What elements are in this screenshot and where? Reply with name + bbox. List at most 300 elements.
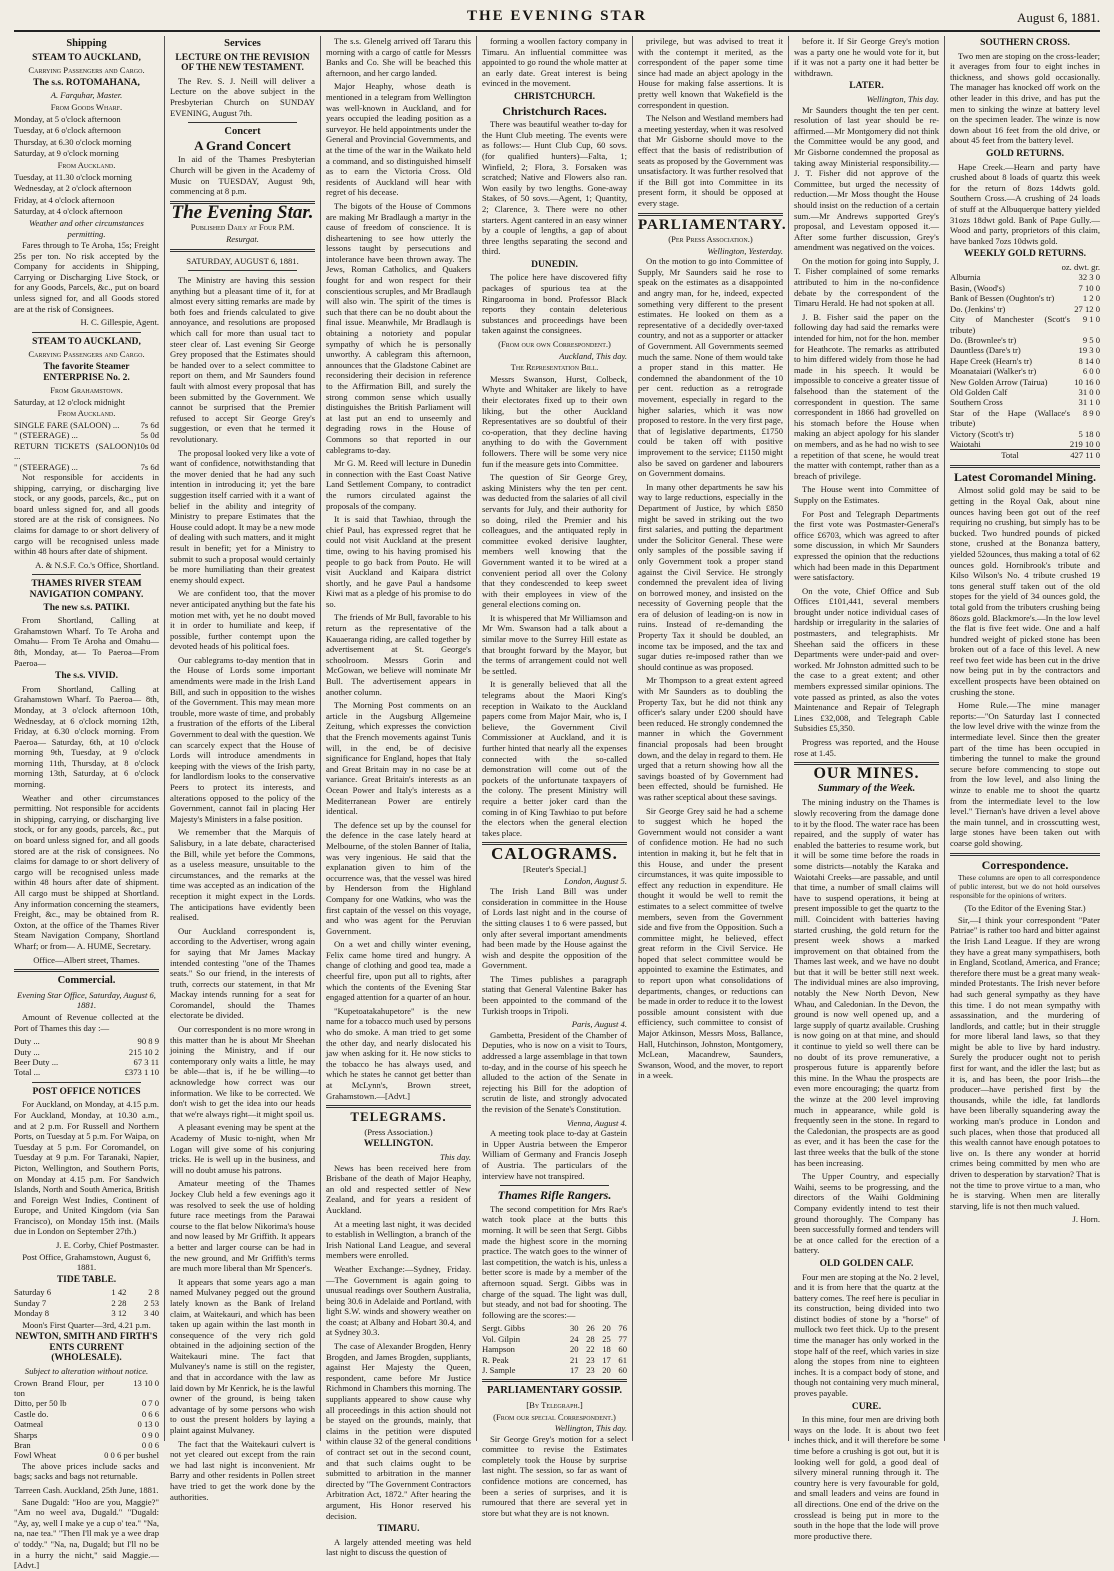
correspondent-note: (From our special Correspondent.) — [493, 1411, 616, 1422]
ship-from: From Grahamstown. — [50, 385, 123, 396]
telegram-date: Wellington, This day. — [866, 93, 939, 104]
duty-value: 215 10 2 — [128, 1046, 159, 1057]
divider — [326, 1105, 471, 1108]
gold-amount: 7 10 0 — [1078, 282, 1100, 293]
gold-mine: Old Golden Calf — [950, 386, 1008, 397]
duty-row — [14, 1036, 159, 1046]
tide-morn: 3 12 — [111, 1308, 127, 1319]
gold-amount: 32 3 0 — [1078, 272, 1100, 283]
mines-paragraph: In this mine, four men are driving both ways on the lode. It is about two feet inches thick, and it will therefore be some time before a crushing is got out, but it is looking well for gold, a good deal of silvery mineral running through it. The country here is very favourable for gold, and small leaders and veins are found in all directions. One end of the drive on the crosslead is being put in more to the south in the hope that the lode will prove more productive there. — [794, 1414, 939, 1541]
ship-name: The new s.s. PATIKI. — [43, 602, 130, 613]
divider — [482, 1379, 627, 1382]
gold-mine: Do. (Jenkins' tr) — [950, 303, 1006, 314]
column-6 — [794, 36, 939, 1541]
rifle-score: 22 — [586, 1344, 595, 1355]
rifle-row — [482, 1355, 627, 1365]
gold-mine: City of Manchester (Scott's tribute) — [950, 314, 1070, 335]
telegram-date: Wellington, This day. — [554, 1423, 627, 1434]
calograms-heading: CALOGRAMS. — [491, 844, 618, 864]
gold-amount: 5 18 0 — [1078, 428, 1100, 439]
editorial-paragraph: We are confident too, that the mover never anticipated anything but the fate his motion met with, yet he no doubt moved it in order to humiliate and keep, if possible, further contempt upon the devoted heads of his political foes. — [170, 588, 315, 652]
telegram-date: This day. — [439, 1151, 471, 1162]
tide-morn: 2 28 — [111, 1297, 127, 1308]
editorial-paragraph: We remember that the Marquis of Salisbury, in a late debate, characterised the Bill, while yet before the Commons, as a useless measure, unsuitable to the circumstances, and the remarks at the time was accepted as an indication of the reception it might expect in the Lords. The anticipations have evidently been realised. — [170, 827, 315, 923]
cable-text: A meeting took place to-day at Gastein in Upper Austria between the Emperor William of Germany and Francis Joseph of Austria. The particulars of the interview have not transpired. — [482, 1128, 627, 1181]
news-paragraph: The question of Sir George Grey, asking Ministers why the ten per cent. was deducted from the salaries of all civil servants for July, and their authority for so doing, riled the Premier and his colleagues, and the antiquated reply in committee evoked derisive laughter, members well knowing that the Government wanted it to be wired at a convenient period all over the Colony that they condescended to keep sweet with their employees in view of the general elections coming on. — [482, 472, 627, 610]
column-7 — [950, 36, 1100, 1441]
ship-text: From Shortland, Calling at Grahamstown Wharf. To Te Aroha and Omahu— From Te Aroha and Omahu— 8th, Monday, at— To Paeroa—From Paeroa— — [14, 615, 159, 668]
editorial-paragraph: The proposal looked very like a vote of want of confidence, notwithstanding that the mover denied that he had any such intention in introducing it; yet the bare suggestion itself carried with it a want of belief in the ability and integrity of Ministry to prepare Estimates that the House could adopt. It may be a new mode of dealing with such matters, and it might result in benefit; yet for a Ministry to submit to such a proposal would certainly be more humiliating than their greatest enemy should expect. — [170, 447, 315, 585]
divider — [500, 1185, 609, 1186]
gold-amount: 9 5 0 — [1082, 334, 1100, 345]
gold-amount: 8 14 0 — [1078, 355, 1100, 366]
ship-office: Office—Albert street, Thames. — [33, 954, 140, 965]
concert-title: A Grand Concert — [194, 137, 291, 153]
gold-amount: 8 9 0 — [1082, 407, 1100, 418]
column-1 — [14, 36, 159, 1571]
telegram-text: A largely attended meeting was held last night to discuss the question of — [326, 1536, 471, 1558]
column-4 — [482, 36, 627, 1518]
rifle-score: 21 — [569, 1354, 579, 1365]
concert-text: In aid of the Thames Presbyterian Church will be given in the Academy of Music on TUESDAY, August 9th, commencing at 8 p.m. — [170, 154, 315, 197]
news-paragraph: Sir George Grey said he had a scheme to suggest which he hoped the Government would not consider a want of confidence motion. He had no such intention in making it, but he felt that in this House, and under the present circumstances, it was quite impossible to effect any reduction in expenditure. He thought it would be well to remit the estimates to a select committee of twelve members, seven from the Government side and five from the Opposition. Such a committee might, he believed, effect great reform in the Civil Service. He hoped that select committee would be appointed to examine the Estimates, and to report upon what consolidations of departments, changes, or reductions can be made in order to reduce it to the lowest possible amount consistent with due efficiency, such committee to consist of Major Atkinson, Messrs Moss, Ballance, Hall, Hutchinson, Johnston, Montgomery, McLean, Macandrew, Saunders, Swanson, Wood, and the mover, to report in a week. — [638, 805, 783, 1081]
issue-date: SATURDAY, AUGUST 6, 1881. — [186, 255, 299, 266]
ship-text: Not responsible for accidents in shipping, carrying, or discharging live stock, or any goods, parcels, &c., put on board unless signed for, and all goods stored are at the risk of consignees. No claims for damage to or short delivery of cargo will be recognised unless made within 48 hours after date of shipment. — [14, 472, 159, 557]
editorial-paragraph: Our correspondent is no more wrong in this matter than he is about Mr Sheehan joining the Ministry, and if our contemporary only waits a little, he may be able—that is, if he be willing—to acknowledge how correct was our information. We like to be corrected. We don't wish to get the idea into our heads that we're always right—it might spoil us. — [170, 1024, 315, 1119]
news-paragraph: The s.s. Glenelg arrived off Tararu this morning with a cargo of cattle for Messrs Banks and Co. She will be beached this afternoon, and her cargo landed. — [326, 36, 471, 78]
ad-item: Oatmeal — [14, 1419, 44, 1430]
divider — [32, 1082, 141, 1083]
gold-mine: Do. (Brownlee's tr) — [950, 334, 1017, 345]
ad-row — [14, 1409, 159, 1419]
rifle-row — [482, 1344, 627, 1354]
ship-line: Monday, at 5 o'clock afternoon — [14, 113, 121, 124]
gold-amount: 219 10 0 — [1069, 438, 1100, 449]
paper-sub: Published Daily at Four P.M. — [190, 222, 295, 233]
ship-note: Weather and other circumstances permitting. — [29, 217, 144, 239]
commercial-heading: Commercial. — [57, 975, 116, 987]
races-heading: Christchurch Races. — [502, 103, 607, 118]
ad-note: The above prices include sacks and bags; sacks and bags not returnable. — [14, 1460, 159, 1482]
news-paragraph: Sir George Grey's motion for a select committee to revise the Estimates completely took the House by surprise last night. The session, so far as want of confidence motions are concerned, has been a series of surprises, and it is rumoured that there are several yet in store but what they are is not known. — [482, 1433, 627, 1518]
mines-sub: Summary of the Week. — [817, 782, 916, 794]
subheading: The Representation Bill. — [510, 362, 599, 373]
rifle-score: 23 — [586, 1364, 595, 1375]
gold-amount: 27 12 0 — [1074, 303, 1100, 314]
gold-mine: Star of the Hape (Wallace's tribute) — [950, 407, 1070, 429]
rifle-text: The second competition for Mrs Rae's watch took place at the butts this morning. It will be seen that Sergt. Gibbs made the highest score in the morning practice. The watch goes to the winner of last competition, the watch is his, unless a better score is made by a member of the afternoon squad. Sergt. Gibbs was in charge of the squad. The light was dull, but steady, and not bad for shooting. The following are the scores:— — [482, 1203, 627, 1320]
parliamentary-gossip-heading: PARLIAMENTARY GOSSIP. — [487, 1385, 622, 1397]
paper-motto: Resurgat. — [226, 233, 259, 244]
tide-row — [14, 1287, 159, 1297]
commercial-sub: Evening Star Office, Saturday, August 6, 1881. — [17, 989, 156, 1011]
gold-mine: Basin, (Wood's) — [950, 282, 1005, 293]
gold-row — [950, 335, 1100, 345]
ship-line: Saturday, at 9 o'clock morning — [14, 148, 119, 159]
shipping-heading: Shipping — [66, 38, 107, 49]
column-rule — [632, 36, 633, 1441]
ad-heading: NEWTON, SMITH AND FIRTH'S ENTS CURRENT (WHOLESALE). — [15, 1332, 158, 1364]
gold-row — [950, 387, 1100, 397]
ship-text: From Shortland, Calling at Grahamstown Wharf. To Paeroa— 8th, Monday, at 3 o'clock afternoon 10th, Wednesday, at 6 o'clock morning 12th, Friday, at 6.30 o'clock morning. From Paeroa— Saturday, 6th, at 10 o'clock morning 9th, Tuesday, at 9 o'clock morning 11th, Thursday, at 8 o'clock morning 13th, Saturday, at 6 o'clock morning. — [14, 683, 159, 790]
news-paragraph: forming a woollen factory company in Timaru. An influential committee was appointed to go round the whole matter at an early date. Great interest is being evinced in the movement. — [482, 36, 627, 89]
telegram-text: The case of Alexander Brogden, Henry Brogden, and James Brogden, suppliants, against Her Majesty the Queen, respondent, came before Mr Justice Richmond in Chambers this morning. The suppliants appeared to show cause why all proceedings in this action should not be stayed on the grounds, mainly, that claims in the petition were disputed within clause 32 of the general conditions of contract set out in the second count, and that such claims ought to be submitted to arbitration in the manner directed by "The Government Contractors Arbitration Act, 1872." After hearing the argument, His Honor reserved his decision. — [326, 1341, 471, 1521]
gold-mine: Bank of Bessen (Oughton's tr) — [950, 293, 1055, 304]
editorial-paragraph: Our cablegrams to-day mention that in the House of Lords some important amendments were made in the Irish Land Bill, and such in opposition to the wishes of the Government. This may mean more trouble, more waste of time, and probably a frustration of the efforts of the Liberal Government to deal with the question. We can scarcely expect that the House of Lords will introduce amendments in keeping with the views of the Irish party, for landlordism looks to the conservative Peers to protect its interests, and alterations opposed to the policy of the Government, cannot fail in placing Her Majesty's Ministers in a false position. — [170, 654, 315, 824]
ship-notice-title: STEAM TO AUCKLAND, — [32, 336, 141, 347]
post-sign: J. E. Corby, Chief Postmaster. — [55, 1240, 159, 1251]
gold-row — [950, 356, 1100, 366]
ship-notice-sub: Carrying Passengers and Cargo. — [28, 349, 145, 360]
ship-line: Thursday, at 6.30 o'clock morning — [14, 136, 132, 147]
cable-text: The Irish Land Bill was under consideration in committee in the House of Lords last night and in the course of the sitting clauses 1 to 6 were passed, but only after several important amendments had been made by the House against the wish and despite the opposition of the Government. — [482, 886, 627, 971]
rifle-table — [482, 1323, 627, 1375]
post-office: Post Office, Grahamstown, August 6, 1881. — [22, 1251, 151, 1273]
news-paragraph: The friends of Mr Bull, favorable to his return as the representative of the Kauaeranga riding, are called together by advertisement at St. George's schoolroom. Messrs Gorin and McGowan, we believe will nominate Mr Bull. The advertisement appears in another column. — [326, 612, 471, 697]
joke-text: Sane Dugald: "Hoo are you, Maggie?" "Am no weel ava, Dugald." "Dugald: "Ay, ay, well I make ye a cup o' tea." "Na, na, nae tea." "Then I'll mak ye a wee drap o' toddy." "Na, na, Dugald; but I'll no be in a hurry the nicht," said Maggie.—[Advt.] — [14, 1496, 159, 1571]
tide-note: Moon's First Quarter—3rd, 4.21 p.m. — [22, 1319, 151, 1330]
gold-row — [950, 397, 1100, 407]
mines-paragraph: Hape Creek.—Hearn and party have crushed about 8 loads of quartz this week for the return of 8ozs 14dwts gold. Southern Cross.—A crushing of 24 loads of stuff at the Albuquerque battery yielded 31ozs 18dwt gold. Bank of Pape Gully.—Wood and party, proprietors of this claim, have banked 7ozs 10dwts gold. — [950, 161, 1100, 246]
mines-paragraph: The mining industry on the Thames is slowly recovering from the damage done to it by the flood. The water race has been repaired, and the supply of water has enabled the batteries to resume work, but it will be some time before the roads in some districts—notably the Karaka and Waiotahi Creeks—are passable, and until that time, a number of small claims will have to suspend operations, it being at present impossible to get the quartz to the mill. Coincident with batteries having started crushing, the gold return for the present week shows a marked improvement on that obtained from the Thames last week, and we have no doubt but that it will be better still next week. The individual mines are also improving, notably the New North Devon, New Whau, and Caledonian. In the Devon, the ground is now well opened up, and a large supply of quartz available. Crushing is now going on at that mine, and should it continue to yield so well there can be no doubt of its prove remunerative, a prosperous future is apparently before this mine. In the Whau the prospects are even more encouraging; the quartz from the winze at the 200 level improving much in appearance, while gold is frequently seen in the stone. In regard to the Caledonian, the prospects are as good as ever, and it has been the case for the last three weeks that the bulk of the stone has been increasing. — [794, 797, 939, 1168]
rifle-score: 18 — [602, 1344, 611, 1355]
ship-agent: H. C. Gillespie, Agent. — [80, 317, 159, 328]
rifle-total: 60 — [618, 1344, 627, 1355]
fare-value: 7s 6d — [140, 461, 159, 472]
parliamentary-sub: (Per Press Association.) — [668, 234, 753, 245]
tide-eve: 2 53 — [143, 1297, 159, 1308]
rifle-score: 20 — [602, 1364, 611, 1375]
editorial-paragraph: The Ministry are having this session anything but a pleasant time of it, for at almost every sitting remarks are made by both foes and friends calculated to give annoyance, and resolutions are proposed which call for more than usual tact to steer clear of. Last evening Sir George Grey proposed that the Estimates should be handed over to a select committee to report on them, and Mr Saunders found fault with almost every proposal that has been submitted by the Government. We cannot be surprised that the Premier refused to accept Sir George Grey's suggestion, or even that he termed it revolutionary. — [170, 275, 315, 444]
duty-table — [14, 1036, 159, 1078]
telegrams-heading: TELEGRAMS. — [350, 1109, 447, 1125]
ad-sign: Tarreen Cash. Auckland, 25th June, 1881. — [14, 1485, 159, 1496]
editorial-paragraph: A pleasant evening may be spent at the Academy of Music to-night, when Mr Logan will give some of his conjuring tricks. He is well up in the business, and will no doubt amuse his patrons. — [170, 1122, 315, 1175]
masthead-date: August 6, 1881. — [1016, 10, 1100, 25]
ship-from: From Auckland. — [57, 408, 116, 419]
column-rule — [164, 36, 165, 1441]
news-paragraph: Progress was reported, and the House rose at 1.45. — [794, 737, 939, 758]
ad-item: Bran — [14, 1440, 31, 1451]
news-paragraph: Mr Thompson to a great extent agreed with Mr Saunders as to doubling the Property Tax, but he did not think any officer's salary under £200 should have been reduced. He strongly condemned the manner in which the Government financial proposals had been brought down, and the delay in regard to them. He urged that a return showing how all the savings boasted of by Government had been effected, should be furnished. He was rather sceptical about these savings. — [638, 675, 783, 802]
duty-label: Duty ... — [14, 1036, 40, 1047]
column-2 — [170, 36, 315, 1502]
gold-mine: Waiotahi — [950, 438, 981, 449]
news-paragraph: The Nelson and Westland members had a meeting yesterday, when it was resolved that Mr Gisborne should move to the effect that the basis of redistribution of seats as proposed by the Government was unsatisfactory. It was further resolved that if the Bill got into Committee in its present form, it should be opposed at every stage. — [638, 113, 783, 208]
divider — [32, 574, 141, 575]
tide-table — [14, 1287, 159, 1318]
mines-paragraph: Two men are stoping on the cross-leader; it averages from four to eight inches in thickness, and shows gold occasionally. The manager has knocked off work on the other leader in this drive, and has put the men to sinking the winze at battery level on the specimen leader. The winze is now down about 16 feet from the old drive, or about 45 feet from the battery level. — [950, 50, 1100, 146]
telegram-date: Wellington, Yesterday. — [707, 245, 783, 256]
gold-amount: 10 16 0 — [1074, 376, 1100, 387]
fare-label: SINGLE FARE (SALOON) ... — [14, 420, 120, 430]
rifle-total: 61 — [618, 1354, 627, 1365]
calograms-sub: [Reuter's Special.] — [522, 863, 587, 874]
telegram-text: The police here have discovered fifty packages of spurious tea at the Ringarooma in bond. Professor Black reports they contain deleterious substances and proceedings have been taken against the consignees. — [482, 272, 627, 336]
paper-title: The Evening Star. — [171, 201, 314, 223]
divider — [170, 249, 315, 252]
services-heading: Services — [224, 38, 261, 49]
ad-price: 0 6 6 — [141, 1408, 159, 1419]
news-paragraph: Messrs Swanson, Hurst, Colbeck, Whyte and Whitaker are likely to have their electorates fixed up to their own liking, but the other Auckland Representatives are so doubtful of their co-operation, that they decline having anything to do with the Government followers. There will be some very nice fun if the measure gets into Committee. — [482, 373, 627, 469]
fare-row — [14, 430, 159, 440]
tide-morn: 1 42 — [111, 1287, 127, 1298]
ship-text: Weather and other circumstances permitting. Not responsible for accidents in shipping, carrying, or discharging live stock, or for any goods, parcels, &c., put on board unless signed for, and all goods stored are at the risk of consignees. No claims for damage to or short delivery of cargo will be recognised unless made within 48 hours after date of shipment. All cargo must be shipped at Shortland. Any information concerning the steamers, Freight, &c., may be obtained from R. Oxton, at the office of the Thames River Steam Navigation Company, Shortland Wharf; or from— A. HUME, Secretary. — [14, 792, 159, 951]
fares-table — [14, 420, 159, 472]
ship-notice-sub: Carrying Passengers and Cargo. — [28, 65, 145, 76]
news-paragraph: The House went into Committee of Supply on the Estimates. — [794, 484, 939, 505]
rifle-score: 28 — [586, 1333, 595, 1344]
gold-row — [950, 439, 1100, 450]
news-paragraph: J. B. Fisher said the paper on the following day had said the remarks were intended for him, not for the hon. member for Heathcote. The remarks as attributed to him differed widely from those he had made in his speech. It would be impossible to conceive a greater tissue of falsehood than the statement of the correspondent in question. The same correspondent in 1866 had grovelled on his stomach before the House when making an abject apology for his slander on members, and as he had no wish to see a repetition of that scene, he would treat the matter with contempt, rather than as a breach of privilege. — [794, 311, 939, 481]
ad-price: 0 9 0 — [141, 1429, 159, 1440]
ship-name: The favorite Steamer ENTERPRISE No. 2. — [43, 362, 130, 383]
rifle-score: 17 — [602, 1354, 611, 1365]
rifle-row — [482, 1323, 627, 1333]
ad-price: 0 13 0 — [137, 1419, 159, 1430]
ad-price: 13 10 0 — [133, 1377, 159, 1388]
duty-value: £373 1 10 — [124, 1067, 159, 1078]
gold-row — [950, 429, 1100, 439]
fare-row — [14, 420, 159, 430]
fare-label: " (STEERAGE) ... — [14, 430, 78, 441]
ship-notice-title: STEAM TO AUCKLAND, — [32, 52, 141, 63]
editorial-paragraph: Our Auckland correspondent is, according to the Advertiser, wrong again for saying that Mr James Mackay intended contesting "one of the Thames seats." So our friend, in the interests of truth, corrects our statement, in that Mr Mackay intends running for a seat for Coromandel, should the Thames electorate be divided. — [170, 925, 315, 1021]
news-paragraph: The Morning Post comments on an article in the Augsburg Allgemeine Zeitung, which expresses the conviction that the French movements against Tunis will, in the end, be of decisive significance for England, hopes that Italy and Great Britain may in no case be at variance. Great Britain's interests as an Ocean Power and Italy's interests as a Mediterranean Power are entirely identical. — [326, 700, 471, 817]
gold-mine: Dauntless (Dare's tr) — [950, 345, 1021, 356]
weekly-gold-units: oz. dwt. gr. — [1061, 261, 1100, 272]
fare-row — [14, 441, 159, 462]
mine-heading: SOUTHERN CROSS. — [980, 38, 1070, 48]
ship-line: Wednesday, at 2 o'clock afternoon — [14, 183, 132, 194]
duty-label: Total ... — [14, 1067, 41, 1078]
weekly-gold-heading: WEEKLY GOLD RETURNS. — [963, 249, 1087, 260]
fare-label: " (STEERAGE) ... — [14, 461, 78, 472]
columns — [14, 36, 1100, 1571]
rifle-name: Hampson — [482, 1344, 515, 1355]
tide-row — [14, 1298, 159, 1308]
races-text: There was beautiful weather to-day for the Hunt Club meeting. The events were as follows:— Hunt Club Cup, 60 sovs. (for qualified hunters)—Falta, 1; Winfield, 2; Flora, 3. Forsaken was scratched; Native and Flowers also ran. Won easily by two lengths. Gone-away Stakes, of 50 sovs.—Agent, 1; Quantity, 2; Clarence, 3. There were no other starters. Agent cantered in an easy winner by a couple of lengths, a gap of about three lengths separating the second and third. — [482, 119, 627, 257]
ship-from: From Auckland. — [57, 159, 116, 170]
tide-day: Sunday 7 — [14, 1297, 47, 1308]
masthead-title: THE EVENING STAR — [466, 8, 648, 24]
ad-price: 0 0 6 — [141, 1440, 159, 1451]
rifle-total: 77 — [618, 1333, 627, 1344]
parliamentary-heading: PARLIAMENTARY. — [638, 216, 787, 233]
divider — [14, 969, 159, 972]
mines-paragraph: Home Rule.—The mine manager reports:—"On Saturday last I connected the low level drive with the winze from the intermediate level. Since then the greater part of the time has been occupied in timbering the tunnel to make the ground secure before commencing to stope out from the low level, and also lining the winze to enable me to shoot the quartz from the intermediate level to the low level." Tiernan's have driven a level above the main tunnel, and in crosscutting west, large stones have been taken out with coarse gold showing. — [950, 700, 1100, 848]
telegram-text: News has been received here from Brisbane of the death of Major Heaphy, an old and respected settler of New Zealand, and for years a resident of Auckland. — [326, 1162, 471, 1215]
gold-amount: 19 3 0 — [1078, 345, 1100, 356]
fare-row — [14, 462, 159, 472]
gold-row — [950, 345, 1100, 355]
gold-row — [950, 272, 1100, 282]
ad-item: Ditto, per 50 lb — [14, 1398, 67, 1409]
cable-date: Paris, August 4. — [571, 1019, 627, 1030]
editorial-paragraph: The fact that the Waitekauri culvert is not yet cleared out except from the rain we had last night is inconvenient. Mr Barry and other residents in Pollen street have tried to get the work done by the authorities. — [170, 1438, 315, 1502]
ad-row — [14, 1450, 159, 1460]
ship-line: Tuesday, at 11.30 o'clock morning — [14, 171, 132, 182]
gold-mine: Victory (Scott's tr) — [950, 428, 1014, 439]
ship-from: From Goods Wharf. — [50, 101, 123, 112]
news-paragraph: The defence set up by the counsel for the defence in the case lately heard at Melbourne, of the stolen Banner of Italia, was very ingenious. He said that the explanation given to him of the occurrence was, that the vessel was hired by Henderson from the Highland Company for one Watkins, who was the first captain of the vessel on this voyage, and who was agent for the Peruvian Government. — [326, 819, 471, 936]
gold-row — [950, 366, 1100, 376]
gold-row — [950, 377, 1100, 387]
fare-label: RETURN TICKETS (SALOON) ... — [14, 440, 137, 462]
rifle-score: 17 — [569, 1364, 579, 1375]
tide-day: Monday 8 — [14, 1308, 50, 1319]
mine-heading: CURE. — [851, 1401, 882, 1412]
gold-mine: Southern Cross — [950, 397, 1003, 408]
ship-line: Saturday, at 12 o'clock midnight — [14, 396, 126, 407]
news-paragraph: Mr G. M. Reed will lecture in Dunedin in connection with the East Coast Native Land Settlement Company, to contradict the rumors circulated against the proposals of the company. — [326, 458, 471, 511]
ad-price: 0 0 6 per bushel — [104, 1450, 159, 1461]
gold-row — [950, 408, 1100, 429]
news-paragraph: On a wet and chilly winter evening, Felix came home tired and hungry. A change of clothing and good tea, made a cheerful fire, upon put all to rights, after which the contents of the Evening Star engaged attention for a quarter of an hour. — [326, 939, 471, 1003]
column-3 — [326, 36, 471, 1558]
editorial-paragraph: Amateur meeting of the Thames Jockey Club held a few evenings ago it was resolved to seek the use of holding future race meetings from the Parawai course to the flat below Nikorima's house and now leased by Mr Griffith. It appears a better and larger course can be had in the new ground, and Mr Griffith's terms are much more liberal than Mr Spencer's. — [170, 1178, 315, 1274]
news-paragraph: On the motion to go into Committee of Supply, Mr Saunders said he rose to speak on the estimates as a disappointed and angry man, for he, indeed, expected something very different to the present estimates. He looked on them as a representative of a decidedly over-taxed country, and not as a supporter or attacker of Government. All Governments seemed much the same. None of them would take a proper stand in this matter. He condemned the abandonment of the 10 per cent. reduction as a retrograde movement, especially in regard to the higher salaries, which it was now proposed to restore. In the very first page, that of legislative departments, £1750 could be taken off with positive improvement to the service; £1150 might also be saved on gardener and labourers on Government domains. — [638, 256, 783, 479]
news-paragraph: It is generally believed that all the telegrams about the Maori King's reception in Waikato to the Auckland papers come from Major Mair, who is, I believe, the Government Civil Commissioner at Auckland, and it is further hinted that nearly all the expenses connected with the so-called demonstration will come out of the pockets of the unfortunate taxpayers of the colony. The present Ministry will require a better joker card than the coming in of King Tawhiao to put before the electors when the general election takes place. — [482, 679, 627, 838]
fare-value: 10s 0d — [136, 440, 159, 451]
tide-heading: TIDE TABLE. — [56, 1274, 117, 1285]
mines-heading: OUR MINES. — [813, 765, 920, 783]
news-paragraph: "Kupetoatakahupetore" is the new name for a tobacco much used by persons who do smoke. A man tried to get some the other day, and nearly dislocated his jaw when asking for it. He now sticks to the tobacco he has always used, and which he states he cannot get better than at McLynn's, Brown street, Grahamstown.—[Advt.] — [326, 1005, 471, 1101]
coromandel-heading: Latest Coromandel Mining. — [953, 469, 1097, 484]
rifle-row — [482, 1365, 627, 1375]
mines-paragraph: Almost solid gold may be said to be getting in the Royal Oak, about nine ounces having been got out of the reef requiring no crushing, but simply has to be bucked. Two hundred pounds of picked stone, crushed at the Bonanza battery, yielded 52ounces, thus making a total of 62 ounces gold. Hornibrook's tribute and Kilso Wilson's No. 4 tribute crushed 19 tons general stuff taken out of the old stopes for the yield of 34 ounces gold, the total gold from the tributers crushing being 86ozs gold. Blackmore's.—In the low level the flat is five feet wide. One and a half hundred weight of picked stone has been broken out of a face of this level. A new reef two feet wide has been cut in the drive now being put in by the contractors and excellent prospects have been obtained on crushing the stone. — [950, 485, 1100, 697]
telegram-text: Weather Exchange:—Sydney, Friday.—The Government is again going to unusual readings over Southern Australia, being 30.6 in Adelaide and Portland, with light S.W. winds and showery weather on the coast; at Albany and Hobart 30.4, and at Sydney 30.3. — [326, 1263, 471, 1338]
gold-mine: Alburnia — [950, 272, 981, 283]
rifle-score: 20 — [602, 1323, 611, 1334]
duty-label: Beer Duty ... — [14, 1056, 59, 1067]
gold-row — [950, 293, 1100, 303]
rifle-name: Sergt. Gibbs — [482, 1323, 525, 1334]
rifle-name: R. Peak — [482, 1354, 509, 1365]
duty-row — [14, 1057, 159, 1067]
post-heading: POST OFFICE NOTICES — [32, 1086, 141, 1097]
ship-line: Tuesday, at 6 o'clock afternoon — [14, 125, 121, 136]
gold-returns-heading: GOLD RETURNS. — [985, 148, 1065, 159]
telegram-place: TIMARU. — [377, 1524, 420, 1535]
news-paragraph: On the vote, Chief Office and Sub Offices £101,441, several members brought under notice individual cases of hardship or irregularity in the salaries of postmasters, and telegraphists. Mr Sheehan said the officers in these Departments were under-paid and over-worked. Mr Johnston admitted such to be the case to a great extent; and other members expressed similar opinions. The vote passed as printed, as also the votes Maintenance and Repair of Telegraph Lines £32,008, and Telegraph Cable Subsidies £5,350. — [794, 585, 939, 734]
gold-mine: Hape Creek (Hearn's tr) — [950, 355, 1032, 366]
ad-price: 0 7 0 — [141, 1398, 159, 1409]
ship-line: Friday, at 4 o'clock afternoon — [14, 194, 115, 205]
news-paragraph: It is whispered that Mr Williamson and Mr Wm. Swanson had a talk about a similar move to the Surrey Hill estate as that brought forward by the Mayor, but the terms of arrangement could not well be settled. — [482, 612, 627, 676]
news-paragraph: privilege, but was advised to treat it with the contempt it merited, as the correspondent of the paper some time since had made an abject apology in the House for making false assertions. It is pretty well known that Wakefield is the correspondent in question. — [638, 36, 783, 110]
gold-mine: Moanataiari (Walker's tr) — [950, 366, 1037, 377]
column-rule — [788, 36, 789, 1441]
rifle-score: 23 — [586, 1354, 595, 1365]
duty-row — [14, 1067, 159, 1077]
post-text: For Auckland, on Monday, at 4.15 p.m. For Auckland, Monday, at 10.30 a.m., and at 2 p.m. For Russell and Northern Ports, on Tuesday at 5 p.m. For Waipa, on Tuesday at 5 p.m. For Coromandel, on Tuesday at 9 p.m. For Taranaki, Napier, Picton, Wellington, and Southern Ports, on Monday at 4.15 p.m. For Sandwich Islands, North and South America, British and Foreign West Indies, Continent of Europe, and United Kingdom (via San Francisco), on Monday 15th inst. (Mails due in London on September 27th.) — [14, 1099, 159, 1237]
mine-heading: OLD GOLDEN CALF. — [819, 1258, 914, 1269]
rifle-score: 24 — [569, 1333, 579, 1344]
rifle-name: Vol. Gilpin — [482, 1333, 521, 1344]
ship-text: Fares through to Te Aroha, 15s; Freight 25s per ton. No risk accepted by the Company for accidents in Shipping, Carrying or Discharging Live Stock, or for any Goods, Parcels, &c., put on board unless signed for, and all Goods stored are at the risk of Consignees. — [14, 240, 159, 314]
letter-sign: J. Horn. — [1072, 1214, 1100, 1225]
service-text: The Rev. S. J. Neill will deliver a Lecture on the above subject in the Presbyterian Church on SUNDAY EVENING, August 7th. — [170, 75, 315, 118]
cable-date: Vienna, August 4. — [566, 1117, 627, 1128]
telegram-place: CHRISTCHURCH. — [513, 91, 596, 102]
rifle-heading: Thames Rifle Rangers. — [497, 1188, 612, 1203]
divider — [950, 465, 1100, 468]
mines-paragraph: Four men are stoping at the No. 2 level, and it is from here that the quartz at the battery comes. The reef here is peculiar in its construction, being divided into two distinct bodies of stone by a "horse" of mullock two feet thick. Up to the present time the manager has only worked in the stope half of the reef, which varies in size along the stopes from nine to eighteen inches. It is a compact body of stone, and though not containing very much mineral, proves payable. — [794, 1271, 939, 1399]
gold-amount: 1 2 0 — [1082, 293, 1100, 304]
gold-total-value: 427 11 0 — [1070, 450, 1100, 461]
correspondence-note: These columns are open to all correspondence of public interest, but we do not hold ourselves responsible for the opinions of writers. — [950, 873, 1100, 901]
gold-total-row — [950, 450, 1100, 461]
rifle-total: 60 — [618, 1364, 627, 1375]
later-heading: LATER. — [849, 81, 884, 92]
ad-row — [14, 1378, 159, 1399]
news-paragraph: On the motion for going into Supply, J. T. Fisher complained of some remarks attributed to him in the no-confidence debate by the correspondent of the Timaru Herald. He had not spoken at all. — [794, 255, 939, 309]
column-rule — [476, 36, 477, 1441]
ad-row — [14, 1430, 159, 1440]
rifle-row — [482, 1334, 627, 1344]
gold-row — [950, 283, 1100, 293]
gold-total-label: Total — [1001, 450, 1019, 461]
letter-text: Sir,—I think your correspondent "Pater Patriae" is rather too hard and bitter against the Irish Land League. If they are wrong they have a great many sympathisers, both in England, Scotland, America, and France; therefore there must be a great many weak-minded Protestants. The Irish never before had such general sympathy as they have this time. I do not mean sympathy with assassination, and the murdering of landlords, and cattle; but in their struggle for more liberal land laws, so that they might be able to live by hard industry. Surely the producer ought not to perish first for want, and the idler the last; but as it is, and has been, the poor Irish—the producer—have perished first by the thousands, while the idle, fat landlords have been liberally squandering away the working man's produce in London and such places, when those that produced all this wealth cannot have enough potatoes to live on. Is there any wonder at horrid crimes being committed by men who are driven to desperation by starvation? That is not the time to prove virtue to a man, who he is starving. When men are literally starving, life is not then much valued. — [950, 914, 1100, 1211]
duty-row — [14, 1047, 159, 1057]
telegram-date: Auckland, This day. — [559, 350, 627, 361]
tide-day: Saturday 6 — [14, 1287, 51, 1298]
duty-value: 67 3 11 — [133, 1056, 159, 1067]
ad-item: Castle do. — [14, 1408, 49, 1419]
news-paragraph: In many other departments he saw his way to large reductions, especially in the Department of Justice, by which £850 might be saved in striking out the two first salaries, and putting the department under the Solicitor General. These were only samples of the possible saving if only Government took a proper stand against the Civil Service. He strongly condemned the prevalent idea of living on borrowed money, and insisted on the necessity of Governing people that the era of delusion of leading-on is now in ruins. Instead of re-demanding the Property Tax it should be doubled, an income tax be imposed, and the tax and sugar duties re-imposed rather than we should continue as was proposed. — [638, 481, 783, 672]
parliamentary-sub: [By Telegraph.] — [526, 1399, 583, 1410]
telegram-place: WELLINGTON. — [363, 1139, 434, 1150]
cable-date: London, August 5. — [564, 875, 627, 886]
ship-line: Saturday, at 4 o'clock afternoon — [14, 206, 123, 217]
news-paragraph: For Post and Telegraph Departments the first vote was Postmaster-General's office £6703, which was agreed to after some discussion, in which Mr Saunders expressed the opinion that the reductions which had been made in this Department were satisfactory. — [794, 508, 939, 583]
correspondent-note: (From our own Correspondent.) — [498, 339, 611, 350]
correspondence-heading: Correspondence. — [981, 857, 1069, 872]
divider — [638, 213, 783, 216]
divider — [188, 270, 297, 271]
ship-master: A. Farquhar, Master. — [50, 90, 123, 101]
news-paragraph: It is said that Tawhiao, through the chief Paul, has expressed regret that he could not visit Auckland at the present time, owing to his having promised his people to go back from Pouto. He will visit Auckland and Kaipara district shortly, and he gave Paul a handsome Kiwi mat as a pledge of his promise to do so. — [326, 514, 471, 609]
cable-text: The Times publishes a paragraph stating that General Valentine Baker has been appointed to the command of the Turkish troops in Tripoli. — [482, 973, 627, 1016]
masthead — [14, 8, 1100, 32]
tide-eve: 2 8 — [148, 1287, 159, 1298]
news-paragraph: before it. If Sir George Grey's motion was a party one he would vote for it, but if it was not a party one it had better be withdrawn. — [794, 36, 939, 78]
rifle-name: J. Sample — [482, 1364, 516, 1375]
divider — [950, 853, 1100, 856]
service-title: LECTURE ON THE REVISION OF THE NEW TESTAMENT. — [175, 52, 310, 74]
ad-table — [14, 1378, 159, 1461]
ad-row — [14, 1419, 159, 1429]
column-5 — [638, 36, 787, 1441]
commercial-text: Amount of Revenue collected at the Port of Thames this day :— — [14, 1011, 159, 1033]
tide-row — [14, 1308, 159, 1318]
gold-amount: 31 0 0 — [1078, 386, 1100, 397]
ad-row — [14, 1440, 159, 1450]
ship-notice-title: THAMES RIVER STEAM NAVIGATION COMPANY. — [29, 579, 144, 600]
news-paragraph: The bigots of the House of Commons are making Mr Bradlaugh a martyr in the cause of freedom of conscience. It is disheartening to see how utterly the lessons taught by persecutions and intolerance have been thrown away. The Jews, Roman Catholics, and Quakers fought for and won respect for their conscientious scruples, and Mr Bradlaugh will also win. The spirit of the times is such that there can be no doubt about the final issue. Meanwhile, Mr Bradlaugh is obtaining a notoriety and popular sympathy of which he is personally unworthy. A cablegram this afternoon, announces that the Gladstone Cabinet are reconsidering their decision in reference to the Affirmation Bill, and surely the strong common sense which usually distinguishes the British Parliament will at last put an end to unseemly and degrading rows in the House of Commons so that reported in our cablegrams to-day. — [326, 200, 471, 455]
mines-paragraph: The Upper Country, and especially Waihi, seems to be progressing, and the directors of the Waihi Goldmining Company evidently intend to test their ground thoroughly. The Company has been successfully formed and tenders will be at once called for the erection of a battery. — [794, 1171, 939, 1256]
ad-row — [14, 1398, 159, 1408]
fare-value: 5s 0d — [140, 430, 159, 441]
column-rule — [944, 36, 945, 1441]
gold-amount: 9 1 0 — [1082, 314, 1100, 325]
news-paragraph: Mr Saunders thought the ten per cent. resolution of last year should be re-affirmed.—Mr Montgomery did not think the Committee would be any good, and Mr Gisborne condemned the proposal as taking away Ministerial responsibility.—J. T. Fisher did not approve of the Committee, but urged the necessity of reduction.—Mr Moss thought the House should insist on the reduction of a certain sum.—Mr Andrews supported Grey's proposal, and Levestam opposed it.—After some further discussion, Grey's amendment was negatived on the voices. — [794, 104, 939, 253]
ad-item: Crown Brand Flour, per ton — [14, 1377, 105, 1399]
fare-value: 7s 6d — [140, 420, 159, 430]
telegram-place: DUNEDIN. — [531, 259, 578, 270]
ad-item: Fowl Wheat — [14, 1450, 57, 1461]
